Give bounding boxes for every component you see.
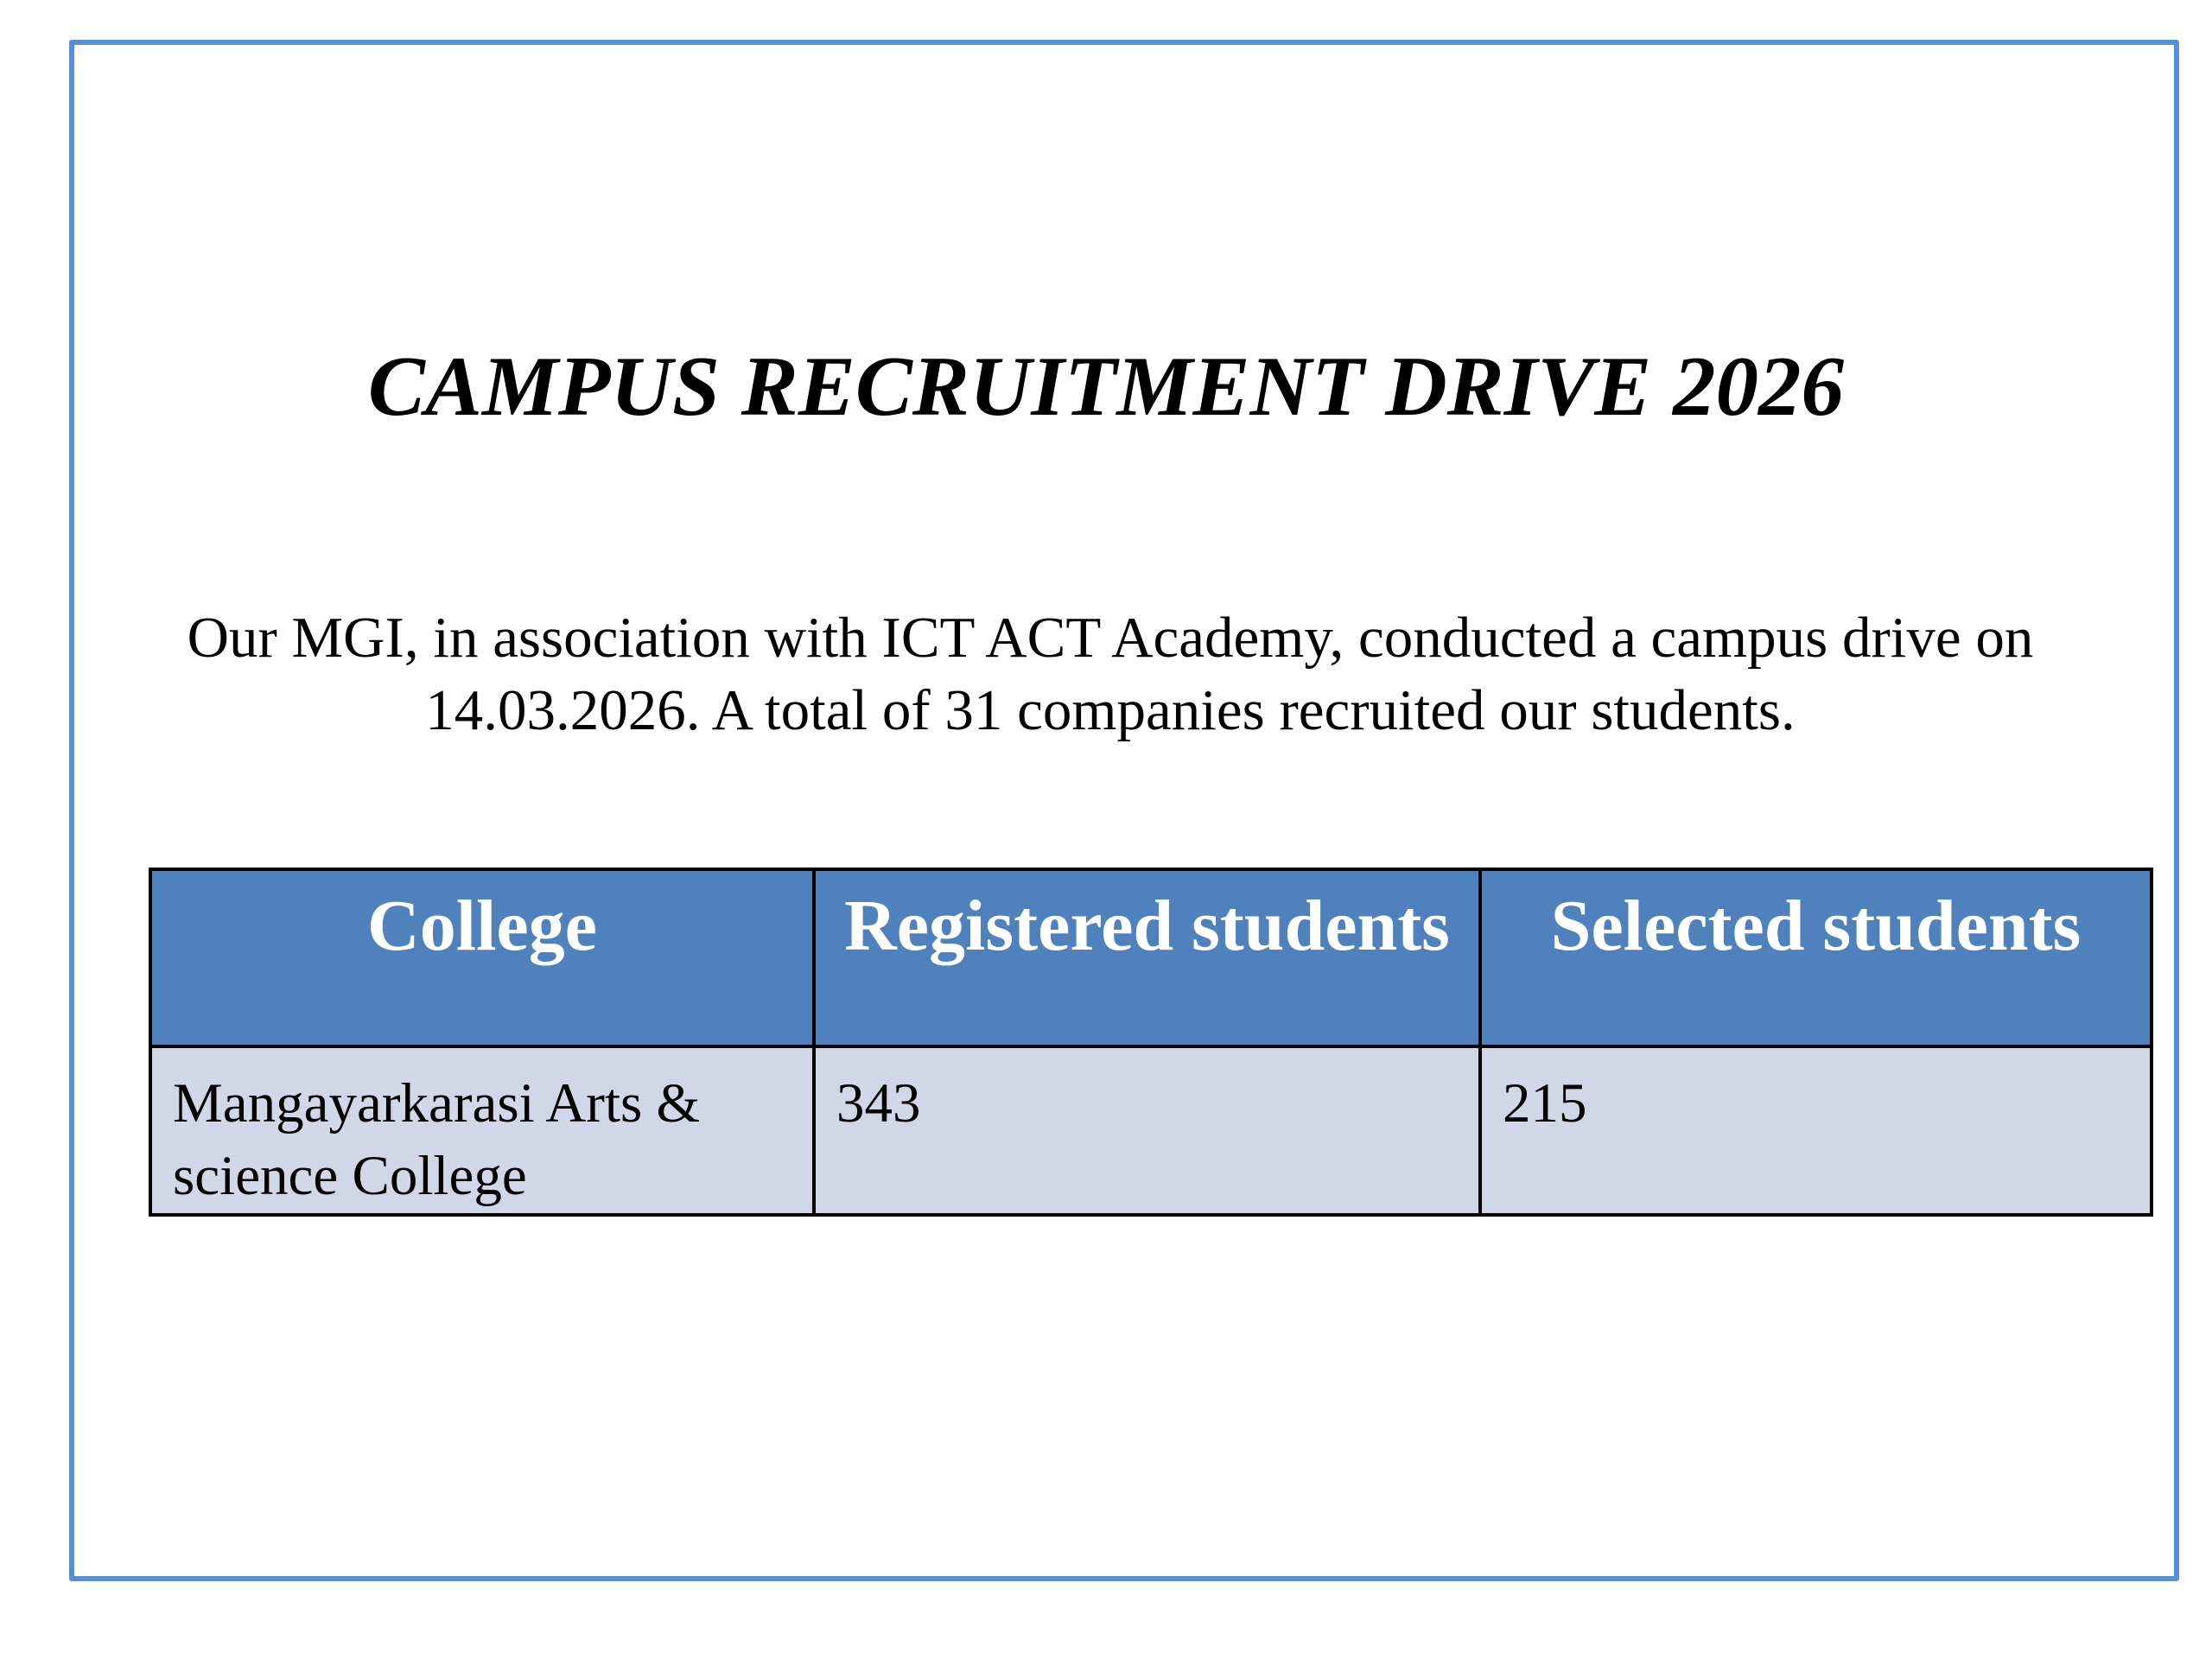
table-header-row	[150, 869, 2152, 1046]
table-row	[150, 1046, 2152, 1215]
cell-registered-count: 343	[814, 1046, 1480, 1215]
column-header-registered: Registered students	[814, 869, 1480, 1046]
cell-college: Mangayarkarasi Arts & science College	[150, 1046, 814, 1215]
cell-selected-count: 215	[1480, 1046, 2152, 1215]
intro-paragraph: Our MGI, in association with ICT ACT Academy, conducted a campus drive on 14.03.2026. A total of 31 companies recruited our students.	[187, 606, 2034, 742]
recruitment-table	[149, 868, 2153, 1217]
column-header-selected: Selected students	[1480, 869, 2152, 1046]
page-frame-border	[69, 40, 2179, 1581]
page-title: CAMPUS RECRUITMENT DRIVE 2026	[367, 340, 1845, 434]
column-header-college: College	[150, 869, 814, 1046]
